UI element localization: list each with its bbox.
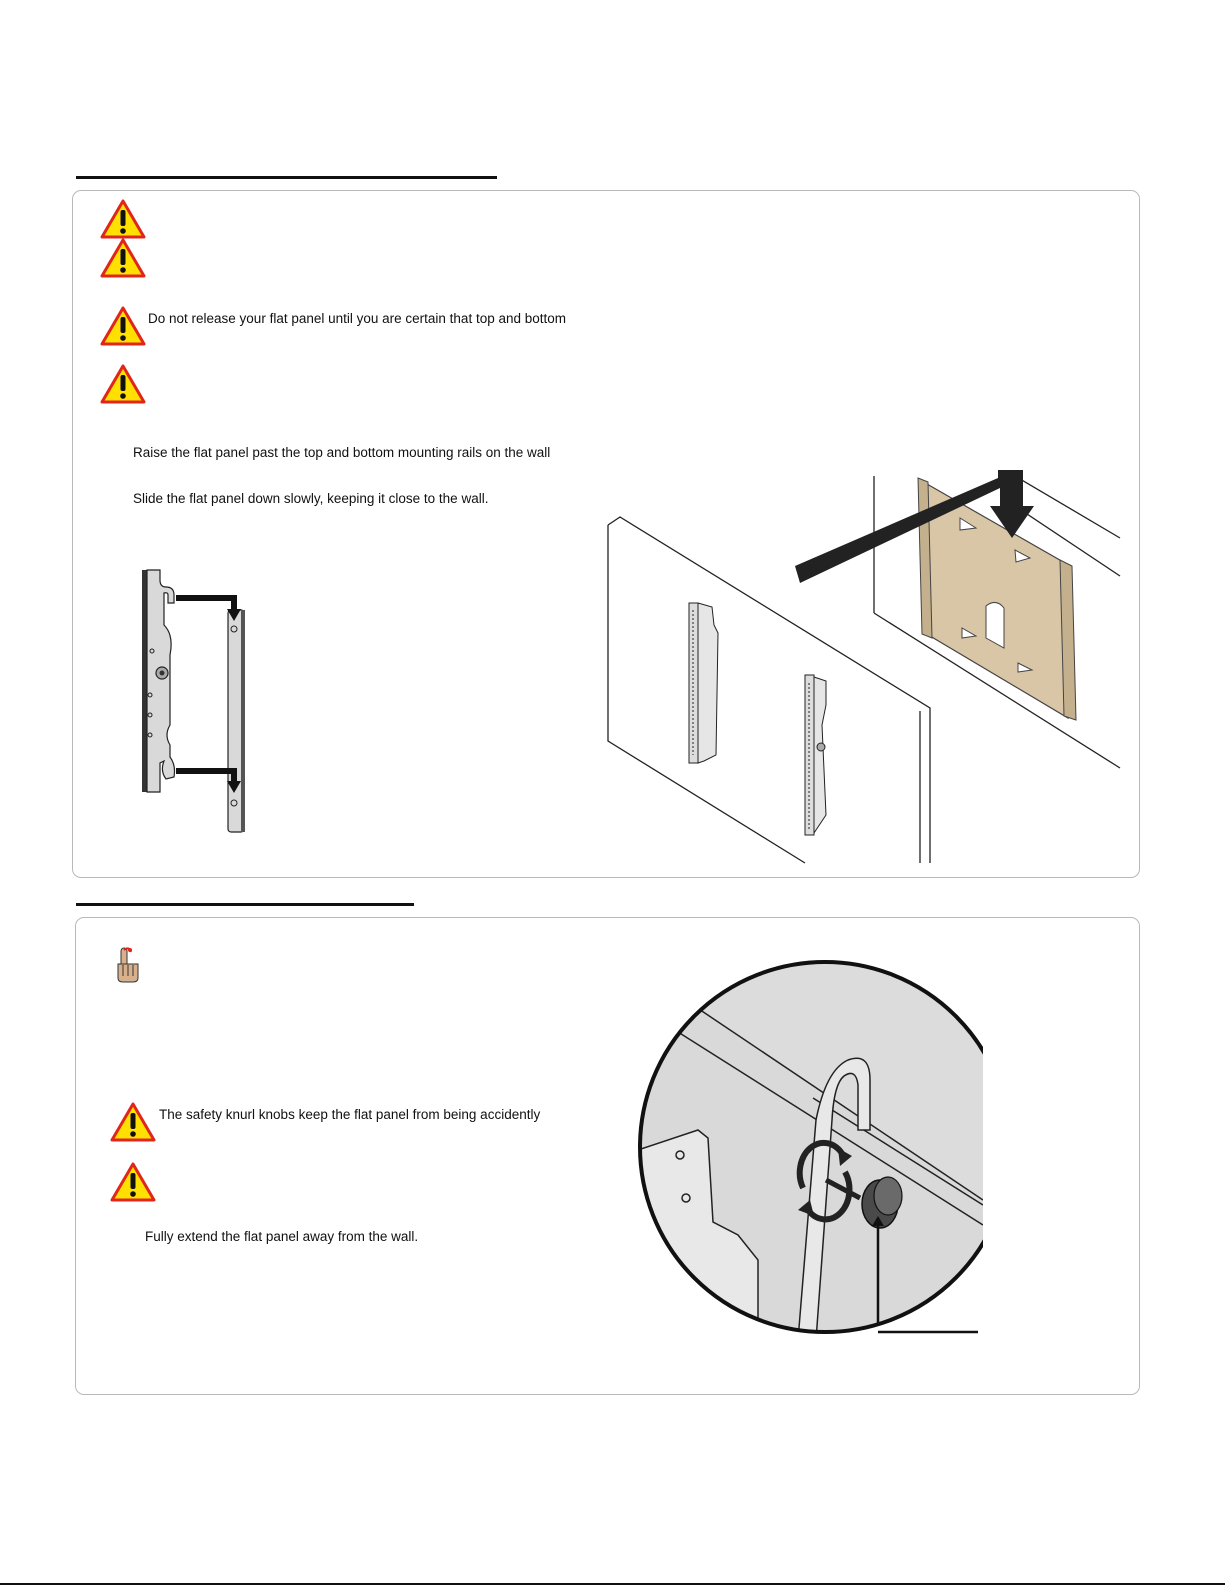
knurl-knob-detail-illustration bbox=[638, 960, 983, 1340]
warning-text-knobs: The safety knurl knobs keep the flat panel from being accidently bbox=[159, 1107, 541, 1122]
warning-triangle-icon bbox=[110, 1162, 156, 1202]
warning-text-release: Do not release your flat panel until you are certain that top and bottom bbox=[148, 311, 567, 326]
section-1-heading-rule bbox=[76, 176, 497, 179]
step-extend-panel: Fully extend the flat panel away from the wall. bbox=[145, 1229, 419, 1244]
hook-side-view-illustration bbox=[130, 565, 260, 835]
finger-reminder-icon bbox=[113, 944, 143, 984]
step-raise-panel: Raise the flat panel past the top and bottom mounting rails on the wall bbox=[133, 445, 551, 460]
warning-triangle-icon bbox=[100, 364, 146, 404]
section-2-heading-rule bbox=[76, 903, 414, 906]
warning-triangle-icon bbox=[100, 306, 146, 346]
warning-triangle-icon bbox=[100, 199, 146, 239]
bracket-raise-illustration bbox=[790, 458, 1125, 773]
step-slide-down: Slide the flat panel down slowly, keeping it close to the wall. bbox=[133, 491, 489, 506]
warning-triangle-icon bbox=[100, 238, 146, 278]
warning-triangle-icon bbox=[110, 1102, 156, 1142]
